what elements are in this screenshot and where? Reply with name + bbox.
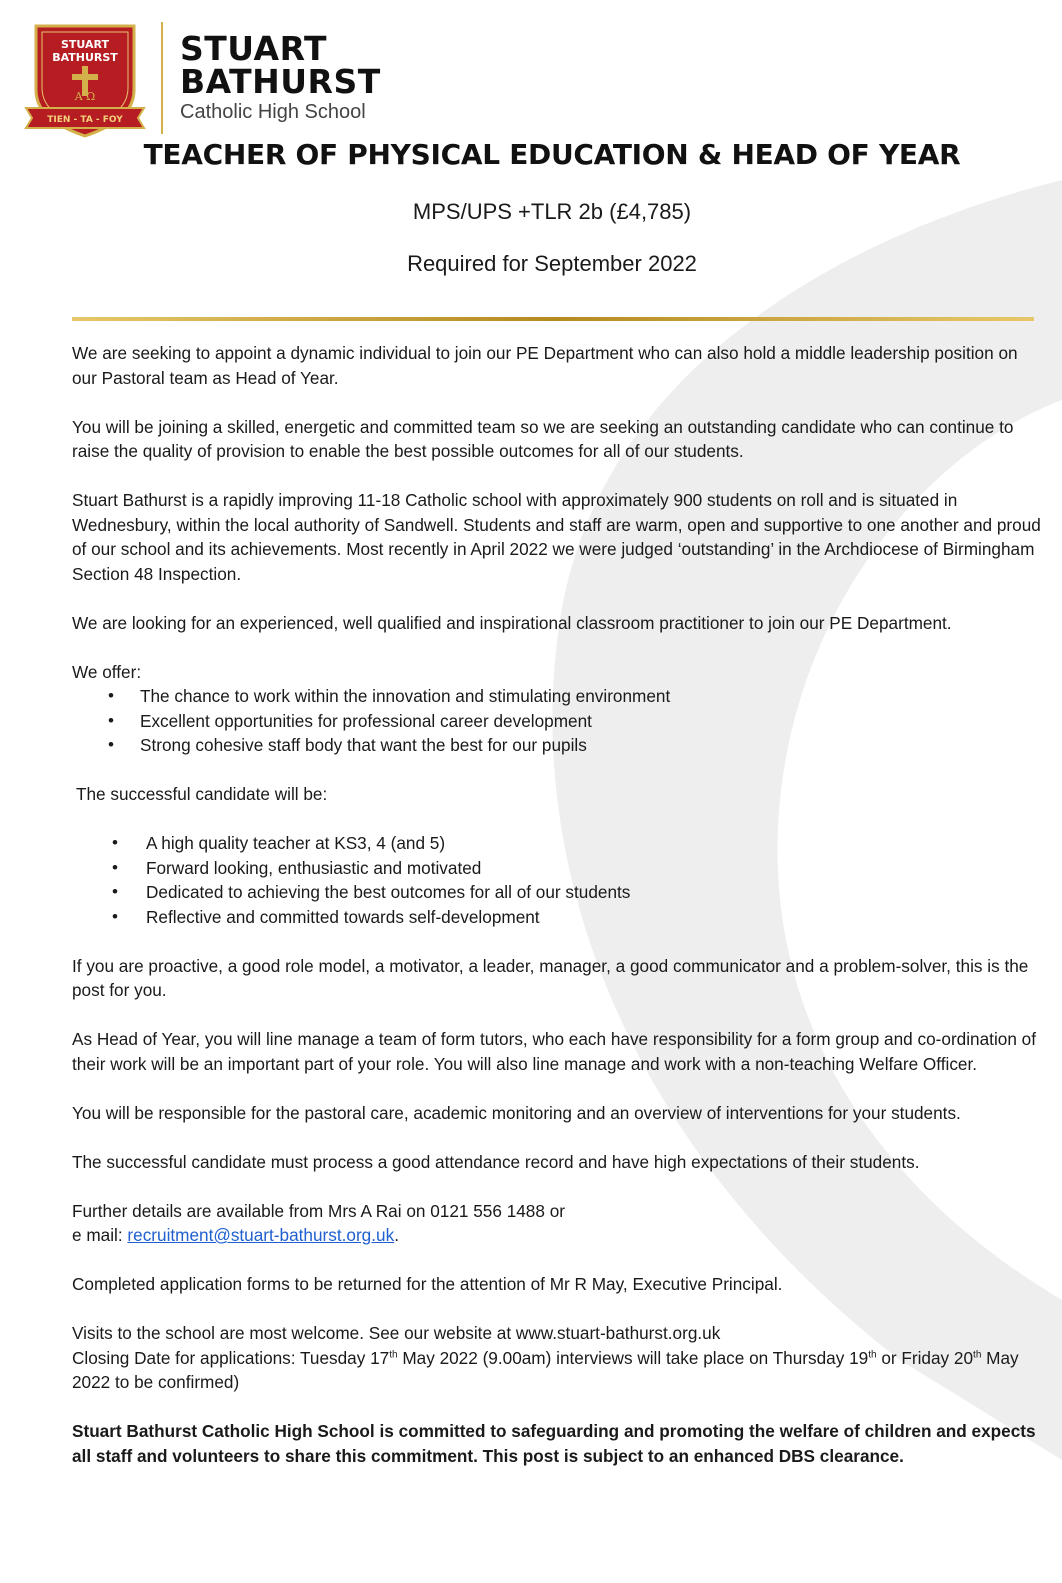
contact-paragraph: Further details are available from Mrs A Rai on 0121 556 1488 or e mail: recruitment@stuart-bathurst.org.uk. [72, 1200, 565, 1245]
bullet-icon: • [112, 882, 118, 901]
svg-text:TIEN - TA - FOY: TIEN - TA - FOY [47, 115, 123, 125]
school-name-line1: STUART [180, 29, 328, 68]
bullet-icon: • [112, 906, 118, 926]
visits-closing-paragraph [72, 1321, 1042, 1395]
practitioner-paragraph: We are looking for an experienced, well qualified and inspirational classroom practitioner to join our PE Department. [72, 612, 952, 633]
list-item: • The chance to work within the innovation and stimulating environment [72, 684, 1042, 709]
list-item: • Reflective and committed towards self-development [72, 905, 1042, 930]
school-paragraph: Stuart Bathurst is a rapidly improving 11-18 Catholic school with approximately 900 students on roll and is situated in Wednesbury, within the local authority of Sandwell. Students and staff are warm, open and supportive to one another and proud of our school and its achievements. Most recently in April 2022 we were judged ‘outstanding’ in the Archdiocese of Birmingham Section 48 Inspection. [72, 490, 1041, 584]
application-paragraph: Completed application forms to be returned for the attention of Mr R May, Executive Principal. [72, 1274, 783, 1294]
list-item: • Strong cohesive staff body that want the best for our pupils [72, 733, 1042, 758]
bullet-icon: • [112, 833, 118, 852]
candidate-list [72, 831, 1042, 929]
list-item: • A high quality teacher at KS3, 4 (and 5) [72, 831, 1042, 856]
bullet-icon: • [108, 710, 114, 730]
safeguarding-statement: Stuart Bathurst Catholic High School is committed to safeguarding and promoting the welfare of children and expects all staff and volunteers to share this commitment. This post is subject to an enhanced DBS clearance. [72, 1421, 1036, 1466]
svg-text:STUART: STUART [60, 38, 110, 51]
svg-text:Α Ω: Α Ω [74, 90, 96, 103]
list-item: • Excellent opportunities for professional career development [72, 709, 1042, 734]
start-date-info: Required for September 2022 [407, 251, 697, 276]
attendance-paragraph: The successful candidate must process a good attendance record and have high expectations of their students. [72, 1151, 920, 1172]
intro-paragraph: We are seeking to appoint a dynamic individual to join our PE Department who can also hold a middle leadership position on our Pastoral team as Head of Year. [72, 343, 1018, 388]
school-name [180, 29, 381, 101]
school-crest-logo [22, 20, 148, 140]
salary-info: MPS/UPS +TLR 2b (£4,785) [412, 199, 692, 224]
pastoral-paragraph: You will be responsible for the pastoral care, academic monitoring and an overview of interventions for your students. [72, 1102, 961, 1123]
school-name-line2: BATHURST [180, 62, 381, 101]
head-of-year-paragraph: As Head of Year, you will line manage a team of form tutors, who each have responsibility for a form group and co-ordination of their work will be an important part of your role. You will also line manage and work with a non-teaching Welfare Officer. [72, 1029, 1036, 1074]
offer-list [72, 684, 1042, 758]
proactive-paragraph: If you are proactive, a good role model, a motivator, a leader, manager, a good communicator and a problem-solver, this is the post for you. [72, 955, 1029, 1000]
gold-divider [72, 317, 1034, 321]
bullet-icon: • [108, 686, 114, 705]
bullet-icon: • [112, 857, 118, 877]
offer-heading: We offer: [72, 661, 142, 682]
list-item: • Dedicated to achieving the best outcomes for all of our students [72, 880, 1042, 905]
bullet-icon: • [108, 735, 114, 754]
header-divider [161, 22, 163, 134]
visits-line: Visits to the school are most welcome. See our website at www.stuart-bathurst.org.uk [72, 1323, 721, 1343]
advert-body [72, 341, 1042, 1493]
school-subtitle: Catholic High School [180, 101, 366, 123]
list-item: • Forward looking, enthusiastic and motivated [72, 856, 1042, 881]
closing-date: Closing Date for applications: Tuesday 17th May 2022 (9.00am) interviews will take place on Thursday 19th or Friday 20th May 2022 to be confirmed) [72, 1347, 1019, 1392]
team-paragraph: You will be joining a skilled, energetic and committed team so we are seeking an outstanding candidate who can continue to raise the quality of provision to enable the best possible outcomes for all of our students. [72, 416, 1014, 461]
email-link[interactable]: recruitment@stuart-bathurst.org.uk [127, 1225, 395, 1245]
job-title: TEACHER OF PHYSICAL EDUCATION & HEAD OF YEAR [143, 138, 961, 171]
svg-text:BATHURST: BATHURST [52, 51, 118, 64]
candidate-heading: The successful candidate will be: [76, 784, 328, 804]
